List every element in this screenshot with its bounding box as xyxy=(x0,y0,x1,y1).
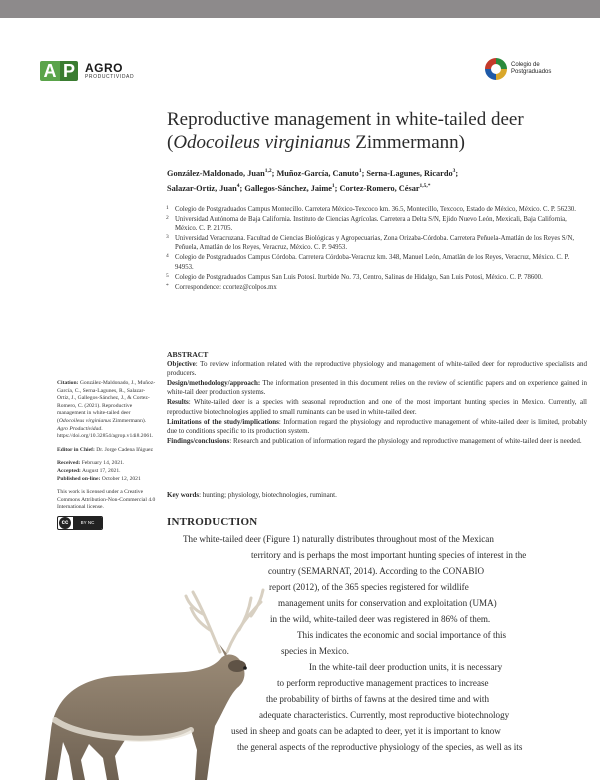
abstract-label: Limitations of the study/implications xyxy=(167,417,279,426)
colegio-line2: Postgraduados xyxy=(511,69,552,75)
keywords-label: Key words xyxy=(167,491,200,499)
affiliation-list xyxy=(166,205,586,293)
intro-line: used in sheep and goats can be adapted to deer, yet it is important to know xyxy=(231,726,501,736)
affiliation-text: Colegio de Postgraduados Campus Montecillo. Carretera México-Texcoco km. 36.5, Montecillo, Texcoco, Estado de México, México. C. P. 56230. xyxy=(175,206,576,213)
abstract-paragraph xyxy=(167,360,587,378)
affiliation-number: 2 xyxy=(166,215,169,222)
author-name: Salazar-Ortiz, Juan xyxy=(167,183,237,193)
affiliation-item xyxy=(166,234,586,252)
colegio-postgraduados-logo xyxy=(485,58,551,80)
ap-mark-p: P xyxy=(60,61,78,81)
author-line1 xyxy=(167,165,577,180)
affiliation-item xyxy=(166,283,586,292)
citation-journal: Agro Productividad xyxy=(57,425,102,432)
affiliation-text: Correspondence: ccortez@colpos.mx xyxy=(175,283,277,291)
citation-text: González-Maldonado, J., Muñoz-García, C., Serna-Lagunes, R., Salazar-Ortiz, J., Gallegos-Sánchez, J., & Cortez-Romero, C. (2021). Reproductive management in white-tailed deer ( xyxy=(57,380,156,424)
deer-body xyxy=(45,655,244,780)
author-separator: ; xyxy=(334,183,340,193)
author-separator: ; xyxy=(239,183,245,193)
affiliation-text: Colegio de Postgraduados Campus Córdoba. Carretera Córdoba-Veracruz km. 348, Manuel León, Amatlán de los Reyes, Veracruz, México. C. P. 94953. xyxy=(175,254,570,271)
ap-mark-a: A xyxy=(40,61,60,81)
author-name: Serna-Lagunes, Ricardo xyxy=(366,168,453,178)
affiliation-text: Universidad Veracruzana. Facultad de Ciencias Biológicas y Agropecuarias, Zona Orizaba-Córdoba. Carretera Peñuela-Amatlán de los Reyes S/N, Peñuela, Amatlán de los Reyes, Veracruz, México. C. P. 94953. xyxy=(175,235,575,252)
white-tailed-deer-illustration xyxy=(15,580,295,782)
abstract-label: Findings/conclusions xyxy=(167,436,230,445)
title-authority: Zimmermann) xyxy=(350,132,465,153)
citation-text2: Zimmermann). xyxy=(111,417,147,424)
affiliation-item xyxy=(166,273,586,282)
author-affiliation-marker: 1,5,* xyxy=(419,182,431,189)
author-name: Muñoz-García, Canuto xyxy=(276,168,359,178)
abstract-body xyxy=(167,360,587,446)
deer-head xyxy=(228,660,246,672)
abstract-text: : Research and publication of information regard the physiology and reproductive management of white-tailed deer is needed. xyxy=(229,436,582,445)
intro-line: species in Mexico. xyxy=(281,646,349,656)
abstract-text: : White-tailed deer is a species with seasonal reproduction and one of the most important hunting species in Mexico. Currently, all reproductive biotechnologies applied to small ruminants can be used in white-tailed deer. xyxy=(167,398,587,416)
title-species: Odocoileus virginianus xyxy=(173,132,351,153)
abstract-heading: ABSTRACT xyxy=(167,350,209,359)
abstract-label: Design/methodology/approach: xyxy=(167,379,261,388)
author-list xyxy=(167,165,577,195)
intro-line: to perform reproductive management practices to increase xyxy=(277,678,489,688)
agro-word: AGRO xyxy=(85,61,123,75)
agro-productividad-logo xyxy=(40,60,134,82)
top-bar xyxy=(0,0,600,18)
intro-line: adequate characteristics. Currently, most reproductive biotechnology xyxy=(259,710,510,720)
abstract-text: The information presented in this document relies on the review of scientific papers and on experience gained in white-tail deer production systems. xyxy=(167,379,587,397)
author-affiliation-marker: 4 xyxy=(236,182,240,189)
abstract-label: Objective xyxy=(167,360,196,369)
abstract-paragraph xyxy=(167,418,587,436)
author-affiliation-marker: 1,2 xyxy=(264,168,272,174)
affiliation-number: 3 xyxy=(166,234,169,241)
affiliation-item xyxy=(166,253,586,271)
citation-label: Citation: xyxy=(57,380,79,386)
published-label: Published on-line: xyxy=(57,475,101,482)
published-value: October 12, 2021 xyxy=(100,475,141,482)
affiliation-number: 5 xyxy=(166,272,169,279)
affiliation-text: Universidad Autónoma de Baja California. Instituto de Ciencias Agrícolas. Carretera a Delta S/N, Ejido Nuevo León, Mexicali, Baja California, México. C. P. 21705. xyxy=(175,216,567,233)
license-block xyxy=(57,489,157,530)
editor-block xyxy=(57,447,157,455)
keywords-text: : hunting; physiology, biotechnologies, ruminant. xyxy=(199,491,337,499)
affiliation-item xyxy=(166,205,586,214)
author-line2 xyxy=(167,180,577,195)
title-paren: ( xyxy=(167,132,174,153)
intro-line: report (2012), of the 365 species registered for wildlife xyxy=(269,582,469,592)
agro-subword: PRODUCTIVIDAD xyxy=(85,74,135,80)
abstract-paragraph xyxy=(167,437,587,446)
affiliation-number: * xyxy=(166,282,169,289)
abstract xyxy=(167,350,587,447)
cc-icon: cc xyxy=(59,517,71,529)
affiliation-number: 1 xyxy=(166,205,169,211)
colegio-emblem-icon xyxy=(485,58,507,80)
keywords xyxy=(167,491,587,499)
deer-nose xyxy=(243,666,247,670)
author-separator: ; xyxy=(455,168,459,178)
dates-block xyxy=(57,460,157,483)
intro-line: This indicates the economic and social importance of this xyxy=(297,630,507,640)
antlers xyxy=(186,590,263,652)
accepted-value: August 17, 2021. xyxy=(80,467,121,474)
agro-logo-text xyxy=(85,62,134,80)
abstract-paragraph xyxy=(167,379,587,397)
citation-block xyxy=(57,380,157,441)
intro-line: territory and is perhaps the most important hunting species of interest in the xyxy=(251,550,527,560)
abstract-text: : Information regard the physiology and reproductive management of white-tailed deer is limited, probably due to conditions specific to its production system. xyxy=(167,417,587,435)
article-title xyxy=(167,108,567,154)
intro-line: the probability of births of fawns at the desired time and with xyxy=(266,694,489,704)
intro-line: in the wild, white-tailed deer was registered in 86% of them. xyxy=(270,614,491,624)
license-text: This work is licensed under a Creative Commons Attribution-Non-Commercial 4.0 International license. xyxy=(57,489,156,511)
colegio-logo-text xyxy=(511,62,551,76)
intro-line: The white-tailed deer (Figure 1) naturally distributes throughout most of the Mexican xyxy=(183,534,494,544)
accepted-date xyxy=(57,468,157,476)
abstract-paragraph xyxy=(167,398,587,416)
author-separator: ; xyxy=(271,168,277,178)
author-name: González-Maldonado, Juan xyxy=(167,168,265,178)
author-affiliation-marker: 1 xyxy=(331,182,335,189)
creative-commons-badge[interactable] xyxy=(57,516,103,530)
published-date xyxy=(57,476,157,484)
received-value: February 14, 2021. xyxy=(80,460,125,467)
received-label: Received: xyxy=(57,460,81,467)
affiliation-number: 4 xyxy=(166,253,169,260)
citation-doi-link[interactable]: . https://doi.org/10.32854/agrop.v14i8.2061. xyxy=(57,425,154,440)
author-affiliation-marker: 3 xyxy=(452,168,456,174)
article-sidebar xyxy=(57,380,157,536)
intro-line: country (SEMARNAT, 2014). According to the CONABIO xyxy=(268,566,485,576)
affiliation-item xyxy=(166,215,586,233)
abstract-label: Results xyxy=(167,398,189,407)
ap-mark xyxy=(40,61,78,81)
author-name: Cortez-Romero, César xyxy=(339,183,420,193)
introduction-heading: INTRODUCTION xyxy=(167,516,258,528)
cc-by-nc-label: BY NC xyxy=(73,517,102,529)
title-line2 xyxy=(167,131,567,154)
intro-line: the general aspects of the reproductive physiology of the species, as well as its xyxy=(237,742,523,752)
author-separator: ; xyxy=(361,168,367,178)
author-name: Gallegos-Sánchez, Jaime xyxy=(244,183,332,193)
affiliation-text: Colegio de Postgraduados Campus San Luis Potosí. Iturbide No. 73, Centro, Salinas de Hidalgo, San Luis Potosí, México. C. P. 78600. xyxy=(175,273,543,281)
colegio-line1: Colegio de xyxy=(511,62,540,69)
intro-line: management units for conservation and exploitation (UMA) xyxy=(278,598,497,608)
editor-label: Editor in Chief: xyxy=(57,446,95,453)
title-line1: Reproductive management in white-tailed deer xyxy=(167,109,524,130)
accepted-label: Accepted: xyxy=(57,467,81,474)
intro-line: In the white-tail deer production units, it is necessary xyxy=(309,662,503,672)
abstract-text: : To review information related with the reproductive physiology and management of white-tailed deer for reproductive specialists and producers. xyxy=(167,360,587,378)
editor-text: Dr. Jorge Cadena Iñiguez xyxy=(94,446,153,453)
citation-species: Odocoileus virginianus xyxy=(58,417,112,424)
received-date xyxy=(57,460,157,468)
author-affiliation-marker: 1 xyxy=(358,168,362,174)
